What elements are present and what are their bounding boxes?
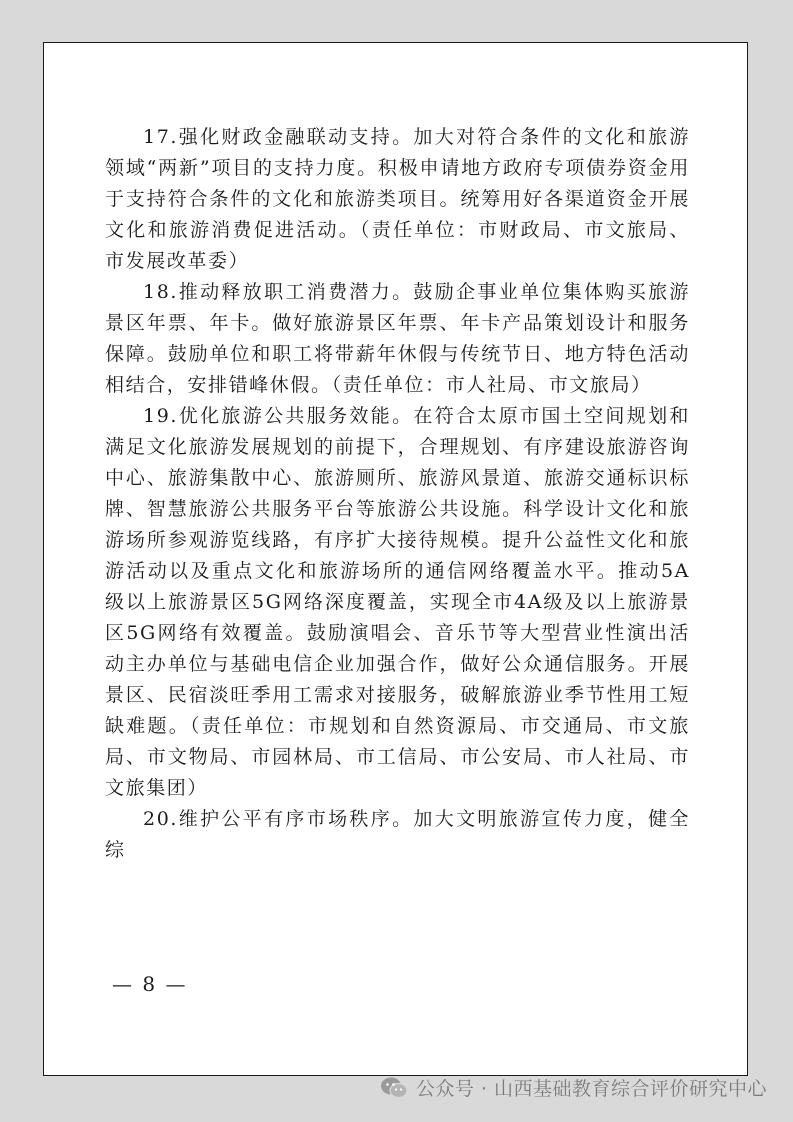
paragraph-18: 18.推动释放职工消费潜力。鼓励企事业单位集体购买旅游景区年票、年卡。做好旅游景区年票、年卡产品策划设计和服务保障。鼓励单位和职工将带薪年休假与传统节日、地方特色活动相结合，安排错峰休假。（责任单位：市人社局、市文旅局） — [105, 281, 690, 396]
paragraph-17: 17.强化财政金融联动支持。加大对符合条件的文化和旅游领域“两新”项目的支持力度。积极申请地方政府专项债券资金用于支持符合条件的文化和旅游类项目。统筹用好各渠道资金开展文化和旅游消费促进活动。（责任单位：市财政局、市文旅局、市发展改革委） — [105, 126, 690, 272]
watermark-text: 公众号 · 山西基础教育综合评价研究中心 — [415, 1078, 767, 1100]
wechat-icon — [380, 1076, 408, 1100]
paragraph-19: 19.优化旅游公共服务效能。在符合太原市国土空间规划和满足文化旅游发展规划的前提下，合理规划、有序建设旅游咨询中心、旅游集散中心、旅游厕所、旅游风景道、旅游交通标识标牌、智慧旅游公共服务平台等旅游公共设施。科学设计文化和旅游场所参观游览线路，有序扩大接待规模。提升公益性文化和旅游活动以及重点文化和旅游场所的通信网络覆盖水平。推动5A级以上旅游景区5G网络深度覆盖，实现全市4A级及以上旅游景区5G网络有效覆盖。鼓励演唱会、音乐节等大型营业性演出活动主办单位与基础电信企业加强合作，做好公众通信服务。开展景区、民宿淡旺季用工需求对接服务，破解旅游业季节性用工短缺难题。（责任单位：市规划和自然资源局、市交通局、市文旅局、市文物局、市园林局、市工信局、市公安局、市人社局、市文旅集团） — [105, 405, 690, 799]
watermark — [380, 1074, 767, 1101]
document-body — [105, 122, 690, 866]
paragraph-20: 20.维护公平有序市场秩序。加大文明旅游宣传力度，健全综 — [105, 808, 690, 861]
page-number: — 8 — — [112, 972, 188, 996]
